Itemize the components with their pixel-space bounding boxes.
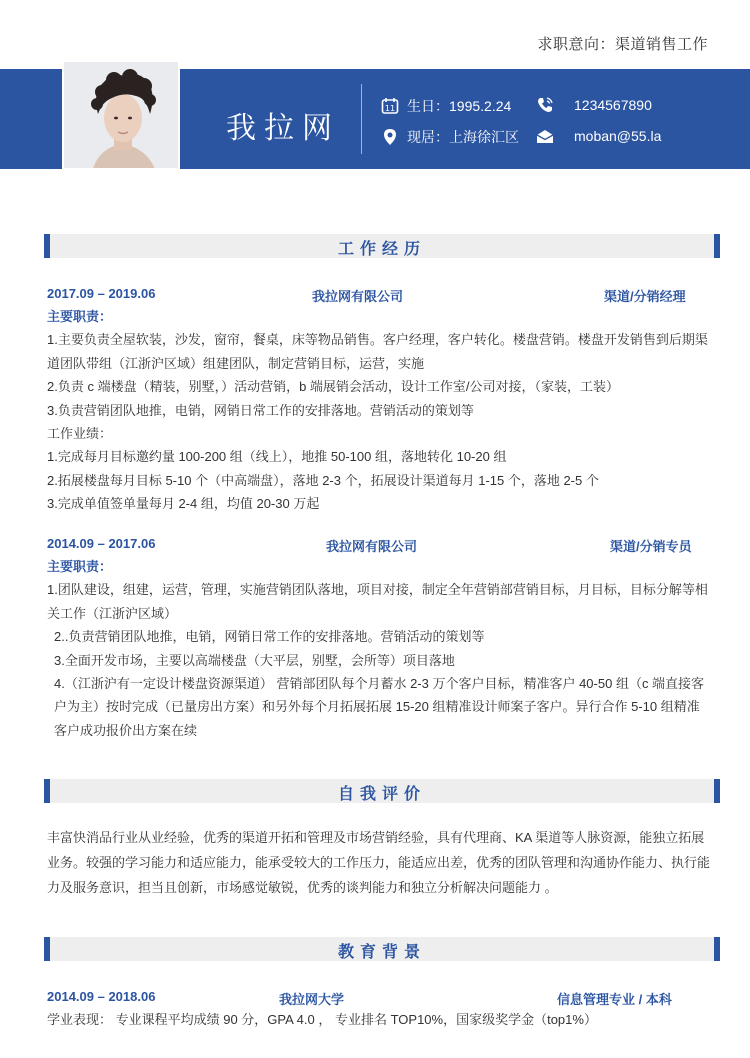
self-eval-text xyxy=(47,825,712,900)
duty-item: 1.团队建设，组建，运营，管理，实施营销团队落地，项目对接，制定全年营销部营销目标，月目标，目标分解等相关工作（江浙沪区域） xyxy=(47,582,708,621)
duties-label: 主要职责： xyxy=(47,309,113,324)
education-detail xyxy=(47,1008,712,1031)
phone-info xyxy=(536,96,652,114)
section-bar-right xyxy=(714,937,720,961)
perf-item: 3.完成单值签单量每月 2-4 组，均值 20-30 万起 xyxy=(47,496,320,512)
job-role: 渠道/分销经理 xyxy=(604,289,686,304)
job-intent: 求职意向：渠道销售工作 xyxy=(537,36,708,53)
section-header-work xyxy=(44,234,720,258)
job-2-details xyxy=(47,555,712,742)
address-info xyxy=(381,127,519,147)
section-header-education xyxy=(44,937,720,961)
email-info xyxy=(536,127,661,145)
location-icon xyxy=(381,128,399,146)
duty-item: 2.负责 c 端楼盘（精装，别墅，）活动营销，b 端展销会活动，设计工作室/公司对接，（家装，工装） xyxy=(47,379,620,395)
svg-text:11: 11 xyxy=(384,104,396,113)
mail-icon xyxy=(536,127,554,145)
perf-label: 工作业绩： xyxy=(47,426,113,442)
duty-item: 3.全面开发市场，主要以高端楼盘（大平层，别墅，会所等）项目落地 xyxy=(54,652,455,668)
avatar xyxy=(62,60,180,170)
phone-value: 1234567890 xyxy=(574,97,652,113)
edu-school: 我拉网大学 xyxy=(279,992,345,1007)
job-1-details xyxy=(47,305,712,516)
perf-item: 2.拓展楼盘每月目标 5-10 个（中高端盘），落地 2-3 个，拓展设计渠道每月 1-15 个，落地 2-5 个 xyxy=(47,472,599,488)
section-header-self-eval xyxy=(44,779,720,803)
candidate-name: 我拉网 xyxy=(226,111,340,146)
self-eval-paragraph: 丰富快消品行业从业经验，优秀的渠道开拓和管理及市场营销经验，具有代理商、KA 渠道等人脉资源，能独立拓展业务。较强的学习能力和适应能力，能承受较大的工作压力，能适应出差，优秀的团队管理和沟通协作能力、执行能力及服务意识，担当且创新，市场感觉敏锐，优秀的谈判能力和独立分析解决问题能力 。 xyxy=(47,830,711,895)
job-dates: 2014.09 – 2017.06 xyxy=(47,536,156,551)
section-title-education: 教育背景 xyxy=(337,944,426,961)
edu-dates: 2014.09 – 2018.06 xyxy=(47,989,156,1004)
edu-major: 信息管理专业 / 本科 xyxy=(557,992,672,1007)
job-dates: 2017.09 – 2019.06 xyxy=(47,286,156,301)
address-value: 现居：上海徐汇区 xyxy=(407,129,519,145)
job-company: 我拉网有限公司 xyxy=(326,539,418,554)
section-bar-right xyxy=(714,779,720,803)
duties-label: 主要职责： xyxy=(47,559,113,574)
edu-performance: 学业表现： 专业课程平均成绩 90 分，GPA 4.0 ， 专业排名 TOP10%，国家级奖学金（top1%） xyxy=(47,1012,597,1027)
header-divider xyxy=(361,84,362,154)
duty-item: 4.（江浙沪有一定设计楼盘资源渠道） 营销部团队每个月蓄水 2-3 万个客户目标，精准客户 40-50 组（c 端直接客户为主）按时完成（已量房出方案）和另外每个月拓展拓展 15-20 组精准设计师案子客户。异行合作 5-10 组精准客户成功报价出方案在续 xyxy=(54,676,705,738)
job-role: 渠道/分销专员 xyxy=(610,539,692,554)
duty-item: 3.负责营销团队地推，电销，网销日常工作的安排落地。营销活动的策划等 xyxy=(47,402,474,418)
duty-item: 2..负责营销团队地推，电销，网销日常工作的安排落地。营销活动的策划等 xyxy=(54,629,485,645)
phone-icon xyxy=(536,96,554,114)
birth-value: 生日：1995.2.24 xyxy=(407,98,512,114)
email-value: moban@55.la xyxy=(574,128,662,144)
section-title-self-eval: 自我评价 xyxy=(337,786,426,803)
section-bar-right xyxy=(714,234,720,258)
duty-item: 1.主要负责全屋软装，沙发，窗帘，餐桌，床等物品销售。客户经理，客户转化。楼盘营销。楼盘开发销售到后期渠道团队带组（江浙沪区域）组建团队，制定营销目标，运营，实施 xyxy=(47,332,708,371)
section-title-work: 工作经历 xyxy=(337,241,426,258)
job-company: 我拉网有限公司 xyxy=(312,289,404,304)
calendar-icon xyxy=(381,97,399,115)
perf-item: 1.完成每月目标邀约量 100-200 组（线上），地推 50-100 组，落地转化 10-20 组 xyxy=(47,449,507,465)
birth-info xyxy=(381,96,511,116)
